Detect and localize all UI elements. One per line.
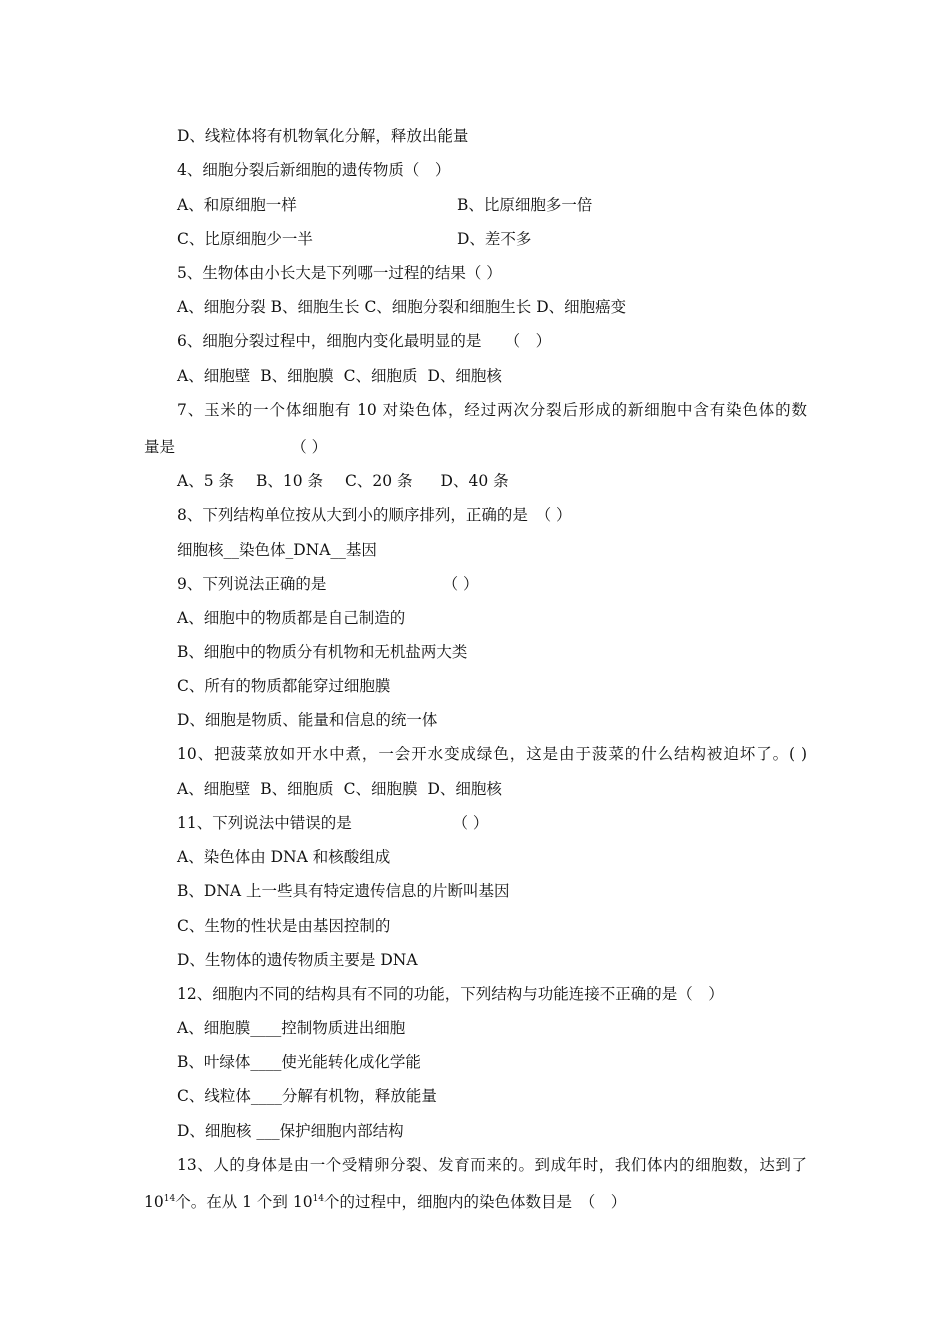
q7-option-a: A、5 条 [177, 472, 234, 490]
q6-option-a: A、细胞壁 [177, 367, 251, 385]
q5-options: A、细胞分裂 B、细胞生长 C、细胞分裂和细胞生长 D、细胞癌变 [177, 298, 627, 316]
q12-option-a: A、细胞膜____控制物质进出细胞 [177, 1019, 406, 1037]
q8-answer-line: 细胞核__染色体_DNA__基因 [177, 541, 377, 559]
q13-part-3: 个的过程中，细胞内的染色体数目是 （ ） [324, 1193, 627, 1211]
q10-option-c: C、细胞膜 [343, 780, 418, 798]
q9-option-c: C、所有的物质都能穿过细胞膜 [177, 677, 391, 695]
q6-option-d: D、细胞核 [427, 367, 502, 385]
question-10: 10、把菠菜放如开水中煮，一会开水变成绿色，这是由于菠菜的什么结构被迫坏了。( ) [177, 745, 807, 763]
q9-option-d: D、细胞是物质、能量和信息的统一体 [177, 711, 438, 729]
question-5: 5、生物体由小长大是下列哪一过程的结果（ ） [177, 264, 502, 282]
q12-option-b: B、叶绿体____使光能转化成化学能 [177, 1053, 421, 1071]
q7-option-b: B、10 条 [255, 472, 324, 490]
q7-options [177, 471, 509, 491]
q4-option-c: C、比原细胞少一半 [177, 230, 313, 248]
q4-option-a: A、和原细胞一样 [177, 196, 297, 214]
q13-exponent-2: 14 [312, 1194, 325, 1204]
question-8: 8、下列结构单位按从大到小的顺序排列，正确的是 （ ） [177, 506, 572, 524]
q11-option-b: B、DNA 上一些具有特定遗传信息的片断叫基因 [177, 882, 510, 900]
question-7-continued: 量是 （ ） [144, 438, 328, 456]
q4-option-b: B、比原细胞多一倍 [457, 196, 593, 214]
q6-option-c: C、细胞质 [343, 367, 418, 385]
q13-part-1: 10 [144, 1193, 164, 1211]
q10-option-b: B、细胞质 [260, 780, 334, 798]
q12-option-c: C、线粒体____分解有机物，释放能量 [177, 1087, 437, 1105]
question-13: 13、人的身体是由一个受精卵分裂、发育而来的。到成年时，我们体内的细胞数，达到了 [177, 1156, 807, 1174]
q6-options [177, 366, 502, 386]
q13-exponent-1: 14 [163, 1194, 176, 1204]
question-12: 12、细胞内不同的结构具有不同的功能，下列结构与功能连接不正确的是（ ） [177, 985, 724, 1003]
q10-option-a: A、细胞壁 [177, 780, 251, 798]
q9-option-a: A、细胞中的物质都是自己制造的 [177, 609, 406, 627]
q7-option-d: D、40 条 [440, 472, 509, 490]
q13-part-2: 个。在从 1 个到 10 [175, 1193, 313, 1211]
q3-option-d: D、线粒体将有机物氧化分解，释放出能量 [177, 127, 469, 145]
question-7: 7、玉米的一个体细胞有 10 对染色体，经过两次分裂后形成的新细胞中含有染色体的数 [177, 401, 807, 419]
q11-option-a: A、染色体由 DNA 和核酸组成 [177, 848, 391, 866]
q6-option-b: B、细胞膜 [260, 367, 334, 385]
q11-option-d: D、生物体的遗传物质主要是 DNA [177, 951, 418, 969]
q9-option-b: B、细胞中的物质分有机物和无机盐两大类 [177, 643, 468, 661]
q11-option-c: C、生物的性状是由基因控制的 [177, 917, 391, 935]
question-13-continued [144, 1192, 626, 1212]
q10-option-d: D、细胞核 [427, 780, 502, 798]
question-11: 11、下列说法中错误的是 （ ） [177, 814, 489, 832]
question-6: 6、细胞分裂过程中，细胞内变化最明显的是 （ ） [177, 332, 552, 350]
q7-option-c: C、20 条 [345, 472, 413, 490]
question-9: 9、下列说法正确的是 （ ） [177, 575, 479, 593]
q12-option-d: D、细胞核 ___保护细胞内部结构 [177, 1122, 404, 1140]
q10-options [177, 779, 502, 799]
question-4: 4、细胞分裂后新细胞的遗传物质（ ） [177, 161, 451, 179]
q4-option-d: D、差不多 [457, 230, 532, 248]
